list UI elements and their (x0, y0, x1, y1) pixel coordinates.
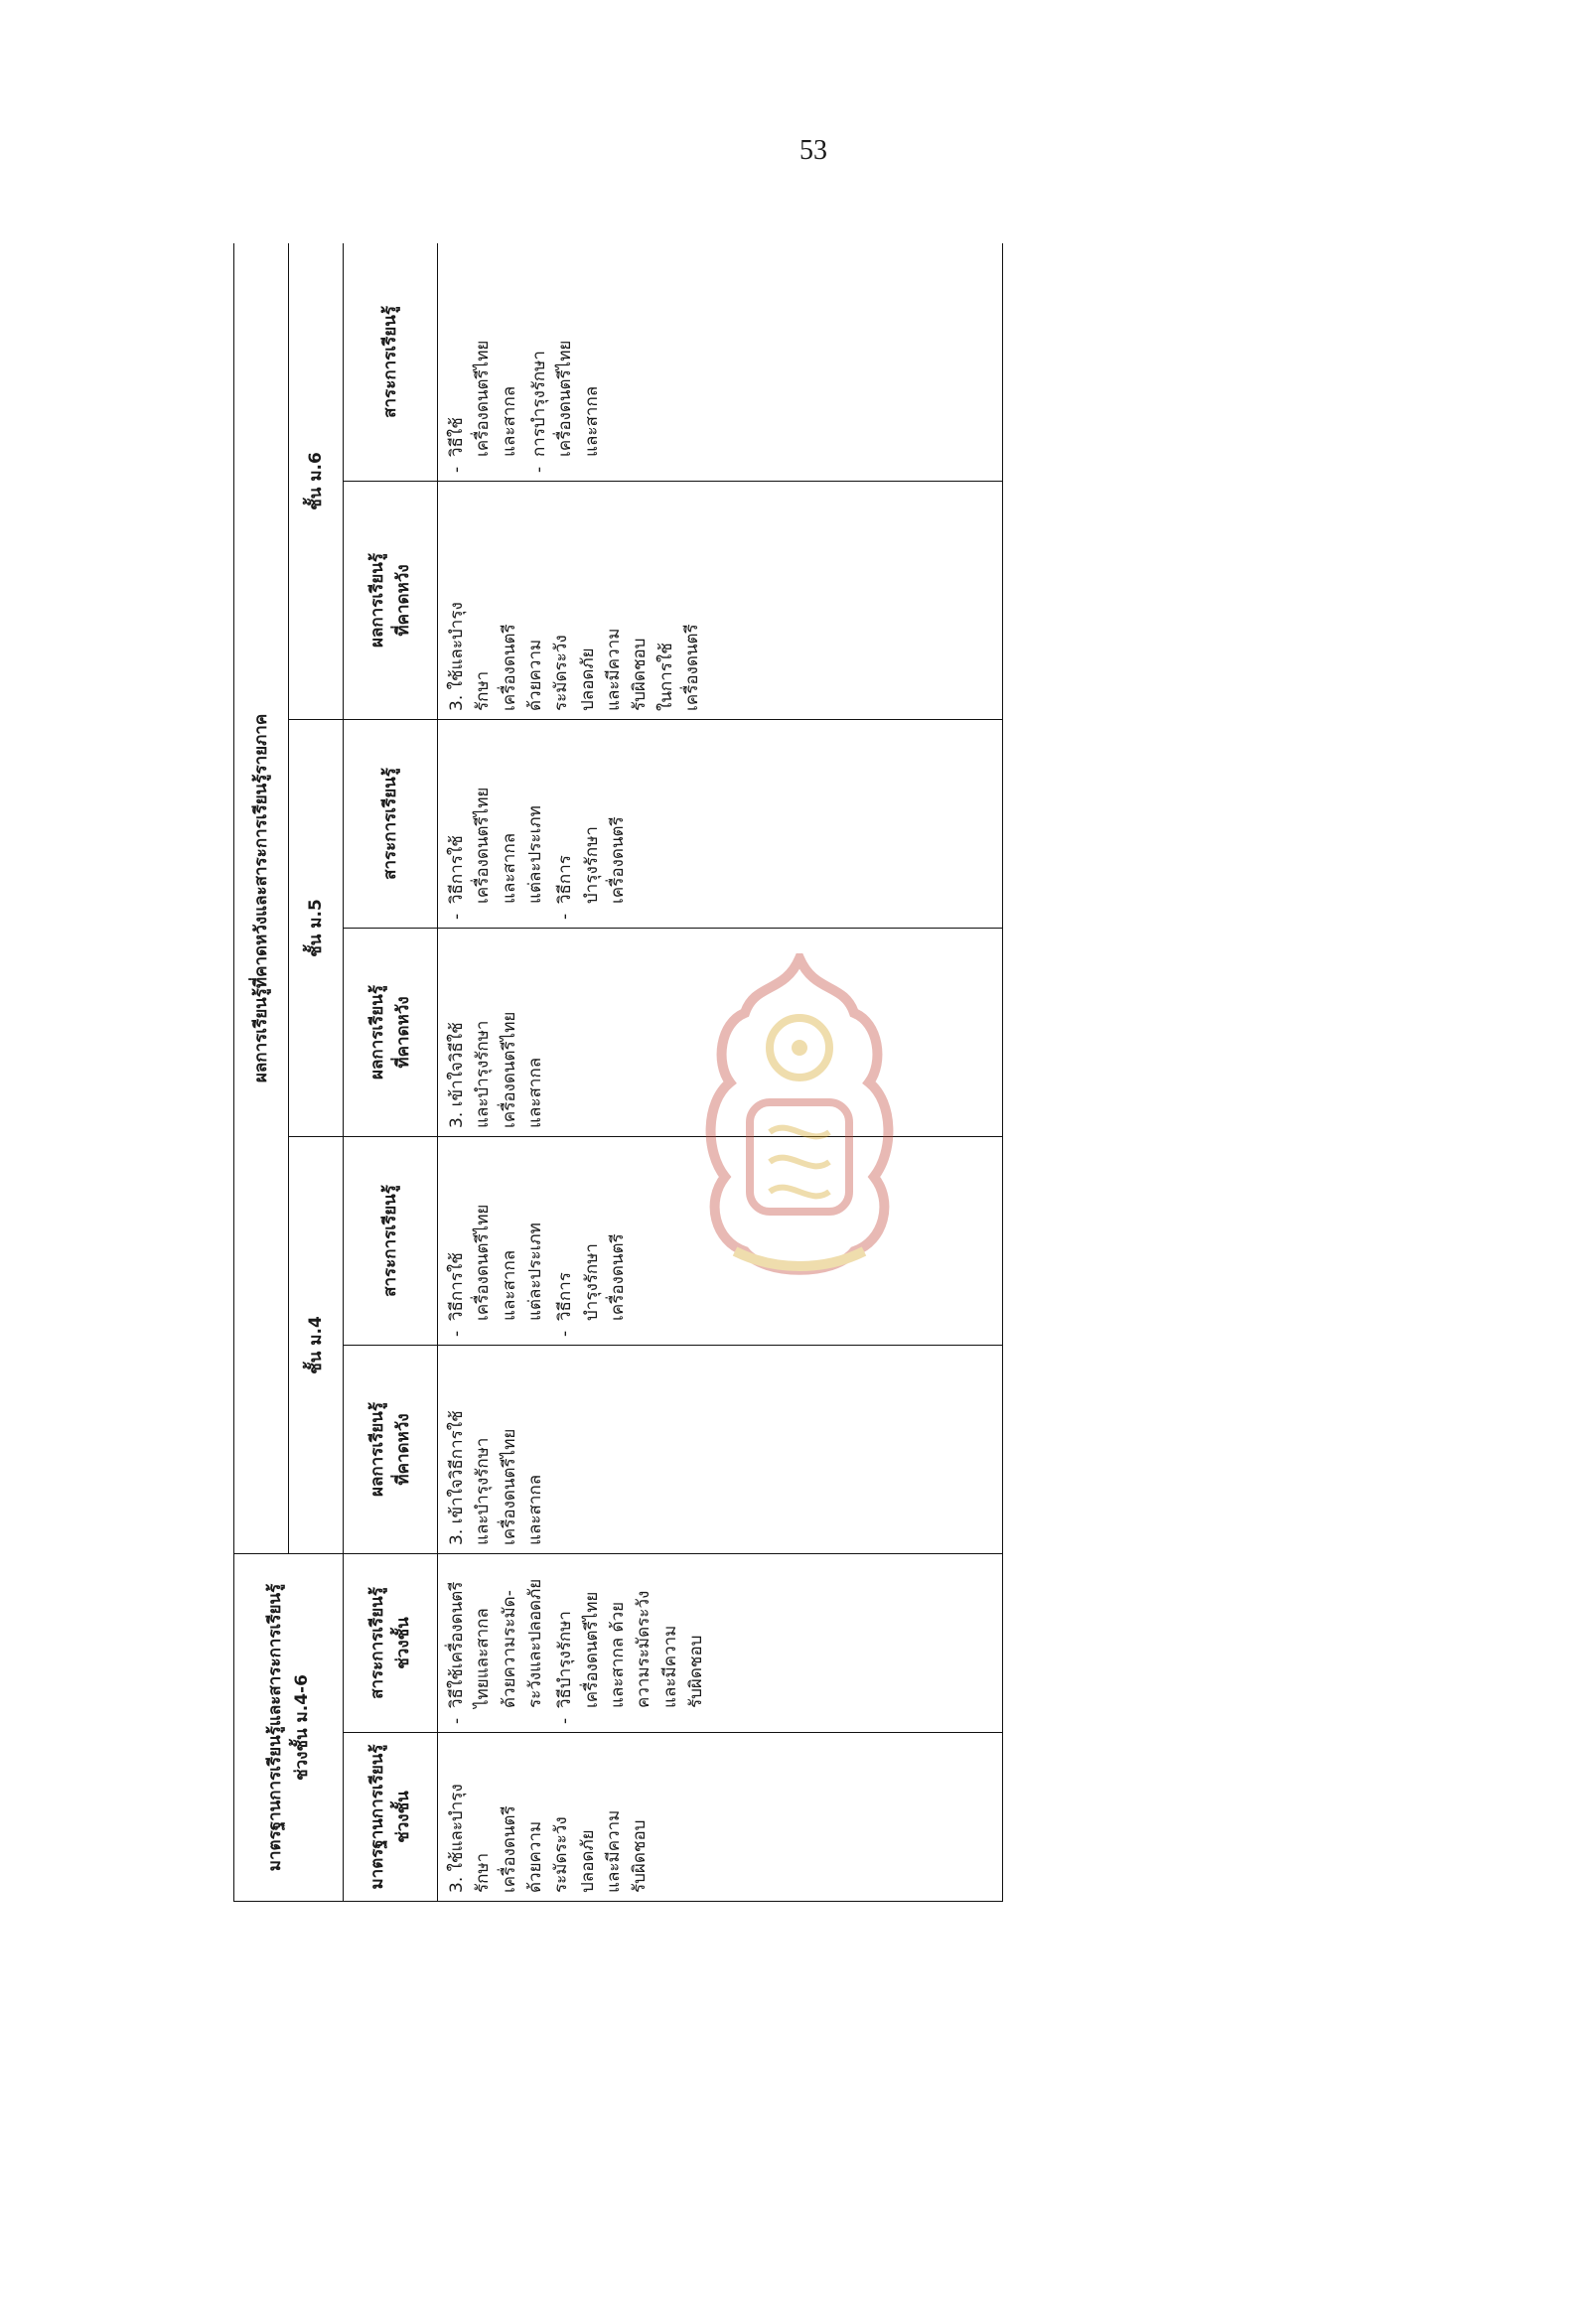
header-content-range: สาระการเรียนรู้ ช่วงชั้น (344, 1553, 438, 1732)
content-m5-cell (438, 719, 1003, 928)
page-number: 53 (799, 135, 827, 166)
header-content-m5: สาระการเรียนรู้ (344, 719, 438, 928)
content-range-cell (438, 1553, 1003, 1732)
list-item: - วิธีการ บำรุงรักษา เครื่องดนตรี (552, 1145, 631, 1337)
header-content-m4: สาระการเรียนรู้ (344, 1136, 438, 1345)
header-outcome-m4: ผลการเรียนรู้ ที่คาดหวัง (344, 1345, 438, 1553)
ministry-emblem-watermark (695, 953, 904, 1281)
list-item: - วิธีบำรุงรักษา เครื่องดนตรีไทย และสากล ด้วย ความระมัดระวัง และมีความ รับผิดชอบ (552, 1562, 709, 1724)
header-grade-m5: ชั้น ม.5 (289, 719, 344, 1136)
header-outcome-m6: ผลการเรียนรู้ ที่คาดหวัง (344, 481, 438, 719)
header-standard: มาตรฐานการเรียนรู้ ช่วงชั้น (344, 1733, 438, 1902)
header-outcome-m5: ผลการเรียนรู้ ที่คาดหวัง (344, 928, 438, 1136)
header-group-outcomes: ผลการเรียนรู้ที่คาดหวังและสาระการเรียนรู้รายภาค (234, 243, 289, 1553)
list-item: - วิธีใช้เครื่องดนตรี ไทยและสากล ด้วยความระมัด- ระวังและปลอดภัย (444, 1562, 548, 1724)
header-content-m6: สาระการเรียนรู้ (344, 243, 438, 481)
list-item: - วิธีการใช้ เครื่องดนตรีไทย และสากล แต่ละประเภท (444, 1145, 548, 1337)
list-item: - วิธีใช้ เครื่องดนตรีไทย และสากล (444, 251, 522, 473)
list-item: - การบำรุงรักษา เครื่องดนตรีไทย และสากล (526, 251, 605, 473)
outcome-m4-cell: 3. เข้าใจวิธีการใช้ และบำรุงรักษา เครื่องดนตรีไทย และสากล (438, 1345, 1003, 1553)
list-item: - วิธีการ บำรุงรักษา เครื่องดนตรี (552, 728, 631, 920)
content-m6-cell (438, 243, 1003, 481)
standard-cell: 3. ใช้และบำรุง รักษา เครื่องดนตรี ด้วยความ ระมัดระวัง ปลอดภัย และมีความ รับผิดชอบ (438, 1733, 1003, 1902)
outcome-m5-cell: 3. เข้าใจวิธีใช้ และบำรุงรักษา เครื่องดนตรีไทย และสากล (438, 928, 1003, 1136)
header-grade-m6: ชั้น ม.6 (289, 243, 344, 719)
header-grade-m4: ชั้น ม.4 (289, 1136, 344, 1553)
outcome-m6-cell: 3. ใช้และบำรุง รักษา เครื่องดนตรี ด้วยความ ระมัดระวัง ปลอดภัย และมีความ รับผิดชอบ ในการใช้ เครื่องดนตรี (438, 481, 1003, 719)
list-item: - วิธีการใช้ เครื่องดนตรีไทย และสากล แต่ละประเภท (444, 728, 548, 920)
header-group-standards: มาตรฐานการเรียนรู้และสาระการเรียนรู้ ช่วงชั้น ม.4-6 (234, 1553, 344, 1901)
